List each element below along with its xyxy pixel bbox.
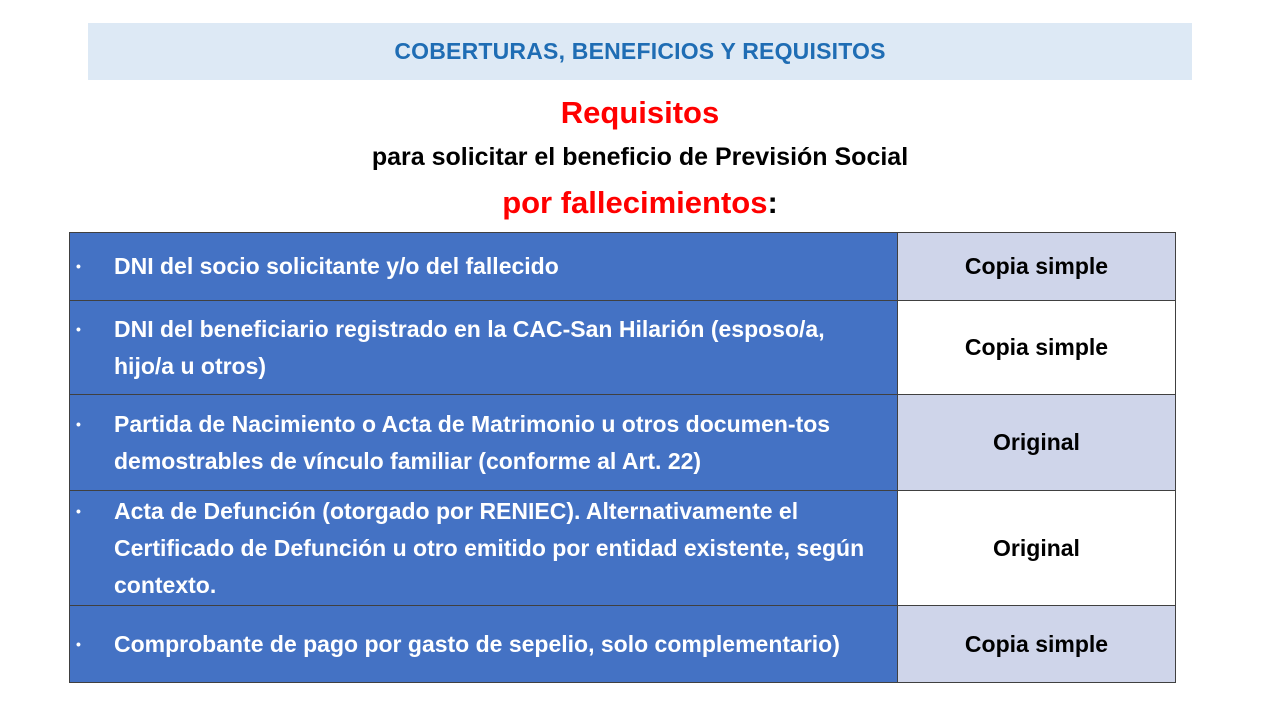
document-type-cell: Copia simple	[898, 606, 1176, 683]
requirement-cell	[70, 395, 898, 491]
document-type-cell: Copia simple	[898, 233, 1176, 301]
requirement-cell	[70, 606, 898, 683]
requirement-text: DNI del beneficiario registrado en la CAC-San Hilarión (esposo/a, hijo/a u otros)	[114, 315, 825, 379]
table-row	[70, 395, 1176, 491]
table-row	[70, 301, 1176, 395]
heading-por-fallecimientos	[0, 185, 1280, 221]
bullet-icon: •	[76, 415, 81, 432]
bullet-icon: •	[76, 258, 81, 274]
heading-subtitle: para solicitar el beneficio de Previsión Social	[371, 143, 909, 171]
heading-requisitos: Requisitos	[560, 95, 720, 130]
document-type-cell: Original	[898, 491, 1176, 606]
requirement-cell	[70, 233, 898, 301]
banner-title: COBERTURAS, BENEFICIOS Y REQUISITOS	[394, 38, 886, 64]
requirement-cell	[70, 301, 898, 395]
title-banner	[88, 23, 1192, 80]
requirements-table	[69, 232, 1176, 683]
requirement-text: Comprobante de pago por gasto de sepelio, solo complementario)	[114, 630, 840, 657]
document-type-cell: Original	[898, 395, 1176, 491]
heading-colon: :	[767, 185, 778, 220]
heading-por-text: por fallecimientos	[502, 185, 768, 220]
table-row	[70, 233, 1176, 301]
requirement-text: Acta de Defunción (otorgado por RENIEC). Alternativamente el Certificado de Defunción u otro emitido por entidad existente, según contexto.	[114, 497, 865, 598]
requirement-text: Partida de Nacimiento o Acta de Matrimonio u otros documen-tos demostrables de vínculo familiar (conforme al Art. 22)	[114, 410, 831, 474]
table-row	[70, 491, 1176, 606]
requirement-text: DNI del socio solicitante y/o del fallecido	[114, 253, 559, 279]
bullet-icon: •	[76, 635, 81, 652]
requirement-cell	[70, 491, 898, 606]
document-type-cell: Copia simple	[898, 301, 1176, 395]
bullet-icon: •	[76, 502, 81, 519]
bullet-icon: •	[76, 320, 81, 337]
table-row	[70, 606, 1176, 683]
